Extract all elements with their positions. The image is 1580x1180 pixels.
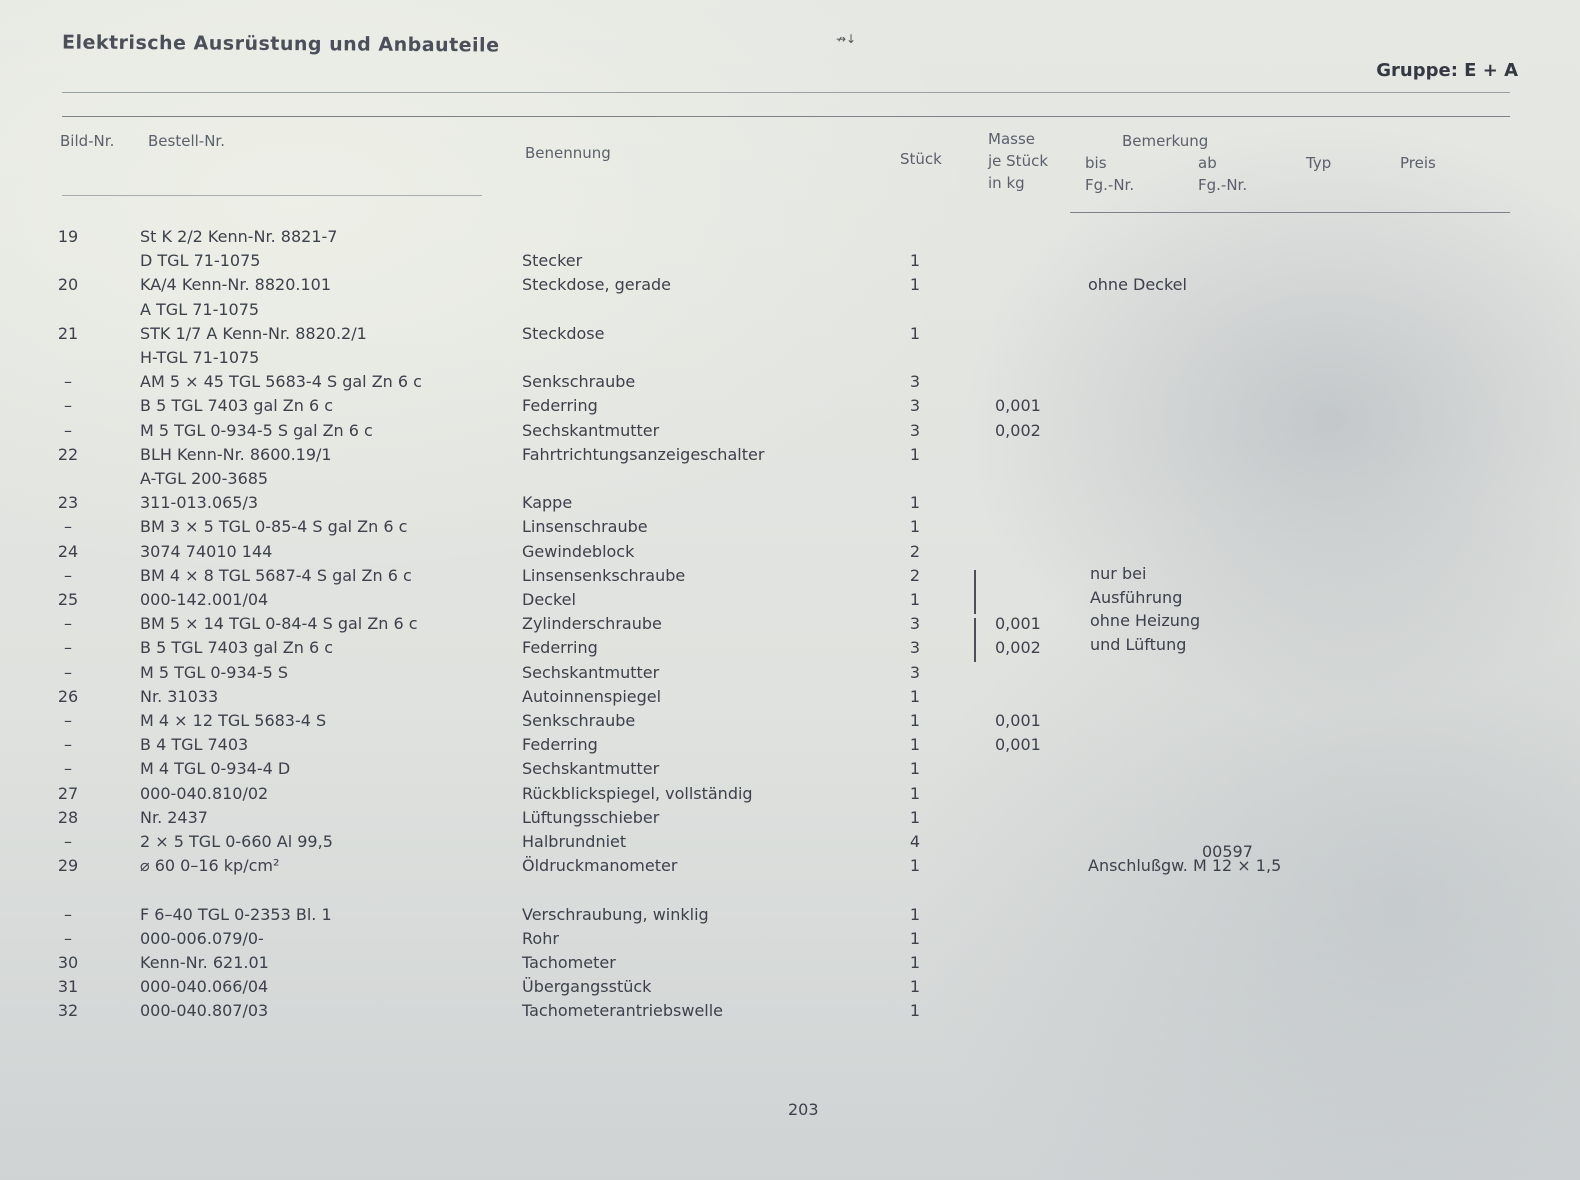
cell-benennung: Steckdose [522, 323, 605, 343]
cell-stueck: 1 [909, 928, 921, 948]
cell-stueck: 1 [909, 686, 921, 706]
cell-bestell: A-TGL 200-3685 [140, 469, 269, 488]
cell-bestell: M 5 TGL 0-934-5 S [140, 662, 289, 682]
col-ab-1: ab [1198, 154, 1217, 172]
cell-masse: 0,001 [995, 735, 1041, 755]
group-note-line-3: ohne Heizung [1090, 611, 1201, 630]
header-bottom-rule [62, 195, 482, 196]
cell-bild: – [64, 372, 72, 392]
cell-benennung: Lüftungsschieber [522, 807, 660, 827]
cell-benennung: Tachometerantriebswelle [522, 1001, 724, 1021]
header-bottom-rule-right [1070, 212, 1510, 213]
cell-bild: – [64, 614, 72, 634]
cell-bestell: 311-013.065/3 [140, 493, 259, 513]
table-row [0, 274, 1580, 298]
col-stueck: Stück [900, 150, 942, 168]
cell-benennung: Federring [522, 396, 598, 416]
cell-bild: – [64, 517, 72, 537]
table-row [0, 613, 1580, 637]
cell-bild: – [64, 832, 72, 851]
cell-benennung: Senkschraube [522, 372, 636, 392]
cell-stueck: 1 [909, 493, 921, 513]
cell-bestell: Nr. 2437 [140, 807, 208, 827]
cell-bestell: A TGL 71-1075 [140, 299, 260, 319]
cell-bild: 25 [57, 590, 79, 609]
cell-benennung: Linsensenkschraube [522, 565, 686, 585]
cell-stueck: 2 [909, 541, 921, 561]
table-row [0, 1000, 1580, 1024]
table-row [0, 879, 1580, 903]
cell-bestell: B 5 TGL 7403 gal Zn 6 c [140, 396, 334, 416]
cell-stueck: 1 [909, 807, 921, 827]
cell-bestell: ⌀ 60 0–16 kp/cm² [140, 856, 280, 876]
cell-benennung: Rohr [522, 928, 559, 948]
table-row [0, 710, 1580, 734]
table-row [0, 904, 1580, 928]
cell-bild: – [64, 735, 72, 755]
table-row [0, 444, 1580, 468]
top-rule [62, 92, 1510, 93]
cell-stueck: 1 [909, 977, 921, 997]
cell-masse: 0,002 [995, 638, 1041, 658]
cell-bild: 28 [57, 807, 79, 827]
cell-stueck: 1 [909, 735, 921, 755]
cell-benennung: Federring [522, 735, 598, 755]
table-row [0, 662, 1580, 686]
cell-bild: 21 [57, 323, 79, 343]
cell-bild: 29 [57, 856, 79, 876]
cell-stueck: 1 [909, 517, 921, 537]
cell-benennung: Sechskantmutter [522, 420, 660, 440]
group-label: Gruppe: E + A [1376, 60, 1518, 81]
table-row [0, 831, 1580, 855]
cell-bild: – [64, 904, 72, 924]
cell-bestell: BM 4 × 8 TGL 5687-4 S gal Zn 6 c [140, 565, 412, 585]
cell-benennung: Gewindeblock [522, 541, 635, 561]
cell-bestell: AM 5 × 45 TGL 5683-4 S gal Zn 6 c [140, 372, 422, 392]
cell-bild: 27 [57, 783, 79, 803]
cell-stueck: 1 [909, 444, 921, 464]
cell-stueck: 2 [909, 565, 921, 585]
cell-bestell: 000-006.079/0- [140, 928, 264, 948]
col-ab-2: Fg.-Nr. [1198, 176, 1248, 194]
cell-bild: – [64, 396, 72, 416]
cell-bestell: F 6–40 TGL 0-2353 Bl. 1 [140, 904, 332, 924]
cell-bild: 22 [57, 444, 79, 464]
cell-stueck: 1 [909, 904, 921, 924]
cell-stueck: 3 [909, 372, 921, 392]
cell-bild: – [64, 565, 72, 585]
table-row [0, 226, 1580, 250]
cell-benennung: Steckdose, gerade [522, 275, 672, 295]
cell-bestell: 000-142.001/04 [140, 590, 269, 609]
cell-masse: 0,001 [995, 396, 1041, 416]
cell-benennung: Halbrundniet [522, 832, 627, 851]
ab-fg-nr-note: 00597 [1202, 842, 1253, 861]
col-bemerkung: Bemerkung [1122, 132, 1209, 150]
cell-bild: 19 [57, 227, 79, 246]
cell-masse: 0,001 [995, 614, 1041, 634]
cell-stueck: 1 [909, 759, 921, 779]
cell-bem: Anschlußgw. M 12 × 1,5 [1088, 856, 1282, 876]
cell-stueck: 4 [909, 832, 921, 851]
table-row [0, 468, 1580, 492]
table-row [0, 347, 1580, 371]
cell-benennung: Rückblickspiegel, vollständig [522, 783, 753, 803]
cell-stueck: 3 [909, 638, 921, 658]
cell-stueck: 1 [909, 590, 921, 609]
group-bracket-upper [974, 570, 976, 614]
cell-bestell: Nr. 31033 [140, 686, 219, 706]
cell-benennung: Linsenschraube [522, 517, 648, 537]
cell-bestell: 2 × 5 TGL 0-660 Al 99,5 [140, 832, 333, 851]
table-row [0, 565, 1580, 589]
col-bild-nr: Bild-Nr. [60, 132, 115, 150]
cell-benennung: Deckel [522, 590, 576, 609]
cell-benennung: Federring [522, 638, 598, 658]
table-row [0, 783, 1580, 807]
cell-benennung: Senkschraube [522, 711, 636, 730]
cell-bild: – [64, 759, 72, 779]
cell-bestell: 000-040.810/02 [140, 783, 269, 803]
cell-benennung: Stecker [522, 251, 583, 271]
col-benennung: Benennung [525, 144, 611, 162]
table-row [0, 952, 1580, 976]
table-row [0, 323, 1580, 347]
table-row [0, 807, 1580, 831]
cell-bestell: M 5 TGL 0-934-5 S gal Zn 6 c [140, 420, 373, 440]
table-row [0, 541, 1580, 565]
table-row [0, 686, 1580, 710]
cell-masse: 0,001 [995, 711, 1041, 730]
col-bestell-nr: Bestell-Nr. [148, 132, 225, 150]
col-masse-2: je Stück [988, 152, 1049, 170]
cell-bild: 32 [57, 1001, 79, 1021]
cell-bild: – [64, 662, 72, 682]
cell-stueck: 1 [909, 1001, 921, 1021]
cell-bestell: KA/4 Kenn-Nr. 8820.101 [140, 275, 331, 295]
cell-stueck: 3 [909, 396, 921, 416]
group-bracket-lower [974, 618, 976, 662]
cell-bestell: M 4 TGL 0-934-4 D [140, 759, 291, 779]
col-bis-1: bis [1085, 154, 1107, 172]
cell-bem: ohne Deckel [1088, 275, 1187, 295]
page-number: 203 [788, 1100, 819, 1119]
cell-stueck: 1 [909, 783, 921, 803]
cell-bestell: BM 3 × 5 TGL 0-85-4 S gal Zn 6 c [140, 517, 408, 537]
cell-benennung: Sechskantmutter [522, 759, 660, 779]
cell-bestell: B 4 TGL 7403 [140, 735, 249, 755]
cell-bestell: 3074 74010 144 [140, 541, 273, 561]
table-row [0, 492, 1580, 516]
table-row [0, 250, 1580, 274]
cell-benennung: Sechskantmutter [522, 662, 660, 682]
table-row [0, 299, 1580, 323]
page-title: Elektrische Ausrüstung und Anbauteile [61, 31, 500, 57]
cell-masse: 0,002 [995, 420, 1041, 440]
cell-stueck: 1 [909, 953, 921, 972]
cell-bild: – [64, 711, 72, 730]
cell-bild: 26 [57, 686, 79, 706]
col-bis-2: Fg.-Nr. [1085, 176, 1135, 194]
col-masse-3: in kg [988, 174, 1025, 192]
cell-stueck: 1 [909, 711, 921, 730]
cell-bild: – [64, 638, 72, 658]
cell-bestell: St K 2/2 Kenn-Nr. 8821-7 [140, 227, 338, 246]
cell-bild: – [64, 928, 72, 948]
cell-stueck: 1 [909, 251, 921, 271]
cell-bestell: BLH Kenn-Nr. 8600.19/1 [140, 444, 332, 464]
table-row [0, 758, 1580, 782]
cell-benennung: Fahrtrichtungsanzeigeschalter [522, 444, 765, 464]
table-row [0, 371, 1580, 395]
cell-bestell: D TGL 71-1075 [140, 251, 261, 271]
cell-benennung: Verschraubung, winklig [522, 904, 709, 924]
cell-bestell: 000-040.807/03 [140, 1001, 269, 1021]
table-row [0, 928, 1580, 952]
table-row [0, 734, 1580, 758]
pencil-mark: ↛↓ [836, 32, 857, 46]
cell-bestell: H-TGL 71-1075 [140, 348, 260, 367]
cell-bild: – [64, 420, 72, 440]
table-row [0, 395, 1580, 419]
cell-stueck: 1 [909, 323, 921, 343]
cell-bild: 20 [57, 275, 79, 295]
table-row [0, 516, 1580, 540]
group-note-line-2: Ausführung [1090, 588, 1183, 607]
cell-bild: 23 [57, 493, 79, 513]
table-row [0, 420, 1580, 444]
cell-stueck: 1 [909, 856, 921, 876]
cell-benennung: Zylinderschraube [522, 614, 662, 634]
col-masse-1: Masse [988, 130, 1035, 148]
group-note-line-1: nur bei [1090, 564, 1147, 583]
cell-bestell: STK 1/7 A Kenn-Nr. 8820.2/1 [140, 323, 367, 343]
cell-bestell: B 5 TGL 7403 gal Zn 6 c [140, 638, 334, 658]
col-preis: Preis [1400, 154, 1436, 172]
cell-bestell: M 4 × 12 TGL 5683-4 S [140, 711, 327, 730]
cell-bestell: BM 5 × 14 TGL 0-84-4 S gal Zn 6 c [140, 614, 418, 634]
table-row [0, 976, 1580, 1000]
header-top-rule [62, 116, 1510, 117]
col-typ: Typ [1306, 154, 1332, 172]
cell-bestell: 000-040.066/04 [140, 977, 269, 997]
table-row [0, 855, 1580, 879]
cell-stueck: 1 [909, 275, 921, 295]
cell-bild: 30 [57, 953, 79, 972]
cell-benennung: Kappe [522, 493, 573, 513]
cell-benennung: Übergangsstück [522, 977, 652, 997]
cell-benennung: Öldruckmanometer [522, 856, 678, 876]
cell-benennung: Tachometer [522, 953, 616, 972]
cell-bild: 31 [57, 977, 79, 997]
table-row [0, 637, 1580, 661]
cell-stueck: 3 [909, 614, 921, 634]
cell-bild: 24 [57, 541, 79, 561]
cell-stueck: 3 [909, 662, 921, 682]
cell-stueck: 3 [909, 420, 921, 440]
table-row [0, 589, 1580, 613]
cell-benennung: Autoinnenspiegel [522, 686, 662, 706]
cell-bestell: Kenn-Nr. 621.01 [140, 953, 269, 972]
group-note-line-4: und Lüftung [1090, 635, 1187, 654]
